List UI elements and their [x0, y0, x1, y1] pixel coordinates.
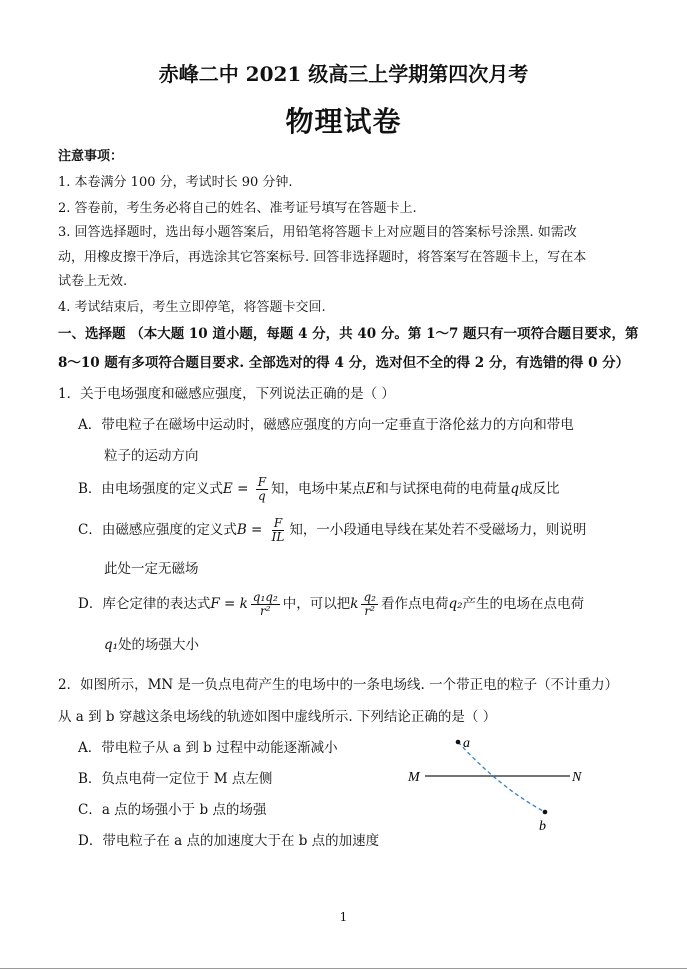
q1-d-prefix: D．库仑定律的表达式	[78, 596, 211, 612]
q2-option-b: B．负点电荷一定位于 M 点左侧	[78, 771, 273, 787]
note-3-line3: 试卷上无效.	[58, 274, 128, 289]
q1-c-denominator: IL	[271, 530, 285, 544]
q1-b-numerator: F	[257, 475, 267, 489]
q1-d-end: 产生的电场在点电荷	[462, 596, 585, 612]
label-m: M	[408, 770, 420, 785]
q1-d-lhs: F = k	[210, 596, 248, 612]
q1-stem: 1．关于电场强度和磁感应强度，下列说法正确的是（ ）	[58, 386, 395, 402]
point-a	[456, 740, 461, 745]
q1-option-c-line2: 此处一定无磁场	[104, 561, 199, 577]
q1-d-k: k	[350, 596, 359, 612]
q1-c-equals: =	[246, 522, 267, 538]
q1-option-c	[78, 517, 586, 544]
note-2: 2. 答卷前，考生务必将自己的姓名、准考证号填写在答题卡上.	[58, 201, 417, 216]
q1-d-denominator2: r²	[364, 604, 375, 618]
q1-d-q1: q₁	[104, 637, 119, 653]
page-bottom-border	[0, 968, 687, 969]
section-heading-line2: 8～10 题有多项符合题目要求. 全部选对的得 4 分，选对但不全的得 2 分，有选错的得 0 分）	[58, 355, 630, 371]
q1-c-post: 知，一小段通电导线在某处若不受磁场力，则说明	[289, 522, 587, 538]
point-b	[543, 810, 548, 815]
q1-d-fraction2	[361, 591, 378, 618]
particle-trajectory	[458, 742, 545, 812]
q1-d-line2-end: 处的场强大小	[118, 637, 200, 653]
exam-subject: 物理试卷	[285, 105, 402, 138]
q2-option-c: C．a 点的场强小于 b 点的场强	[78, 802, 267, 818]
q1-d-numerator: q₁q₂	[252, 590, 278, 604]
q1-b-equals: =	[232, 481, 253, 497]
q2-stem-line1: 2．如图所示，MN 是一负点电荷产生的电场中的一条电场线. 一个带正电的粒子（不计重力）	[58, 677, 619, 693]
q1-c-numerator: F	[273, 516, 283, 530]
page-number: 1	[339, 910, 348, 924]
exam-title: 赤峰二中 2021 级高三上学期第四次月考	[158, 62, 529, 86]
q1-b-denominator: q	[258, 489, 266, 503]
note-3-line1: 3. 回答选择题时，选出每小题答案后，用铅笔将答题卡上对应题目的答案标号涂黑. 如需改	[58, 225, 577, 240]
q1-b-symbol-q: q	[510, 481, 520, 497]
q1-b-end: 成反比	[519, 481, 560, 497]
q2-option-a: A．带电粒子从 a 到 b 过程中动能逐渐减小	[78, 740, 338, 756]
note-4: 4. 考试结束后，考生立即停笔，将答题卡交回.	[58, 300, 326, 315]
q1-b-symbol-e: E	[222, 481, 233, 497]
section-heading-line1: 一、选择题 （本大题 10 道小题，每题 4 分，共 40 分。第 1～7 题只有一项符合题目要求，第	[58, 326, 639, 342]
q1-b-fraction	[256, 476, 268, 503]
q1-d-q2: q₂	[448, 596, 463, 612]
q1-b-symbol-e2: E	[365, 481, 376, 497]
label-n: N	[572, 770, 582, 785]
q1-c-symbol-b: B	[236, 522, 247, 538]
note-3-line2: 动，用橡皮擦干净后，再选涂其它答案标号. 回答非选择题时，将答案写在答题卡上，写在本	[58, 250, 587, 265]
q1-b-middle: 知，电场中某点	[271, 481, 366, 497]
label-b: b	[539, 819, 546, 834]
notes-heading: 注意事项：	[58, 149, 124, 164]
q1-d-middle2: 看作点电荷	[380, 596, 449, 612]
q2-stem-line2: 从 a 到 b 穿越这条电场线的轨迹如图中虚线所示. 下列结论正确的是（ ）	[58, 709, 497, 725]
q1-option-d-line2	[104, 633, 199, 653]
q1-b-post: 和与试探电荷的电荷量	[375, 481, 511, 497]
q1-c-prefix: C．由磁感应强度的定义式	[78, 522, 237, 538]
q1-c-fraction	[270, 517, 287, 544]
q1-option-d	[78, 591, 584, 618]
q1-d-denominator: r²	[260, 604, 271, 618]
q1-d-fraction	[251, 591, 280, 618]
q1-option-b	[78, 476, 560, 503]
field-line-diagram	[400, 728, 600, 838]
q1-d-middle: 中，可以把	[282, 596, 351, 612]
q1-b-prefix: B．由电场强度的定义式	[78, 481, 223, 497]
note-1: 1. 本卷满分 100 分，考试时长 90 分钟.	[58, 175, 293, 190]
q1-option-a-line2: 粒子的运动方向	[104, 448, 199, 464]
label-a: a	[463, 736, 470, 751]
q1-d-numerator2: q₂	[363, 590, 376, 604]
q2-option-d: D．带电粒子在 a 点的加速度大于在 b 点的加速度	[78, 833, 380, 849]
q1-option-a-line1: A．带电粒子在磁场中运动时，磁感应强度的方向一定垂直于洛伦兹力的方向和带电	[78, 417, 574, 433]
